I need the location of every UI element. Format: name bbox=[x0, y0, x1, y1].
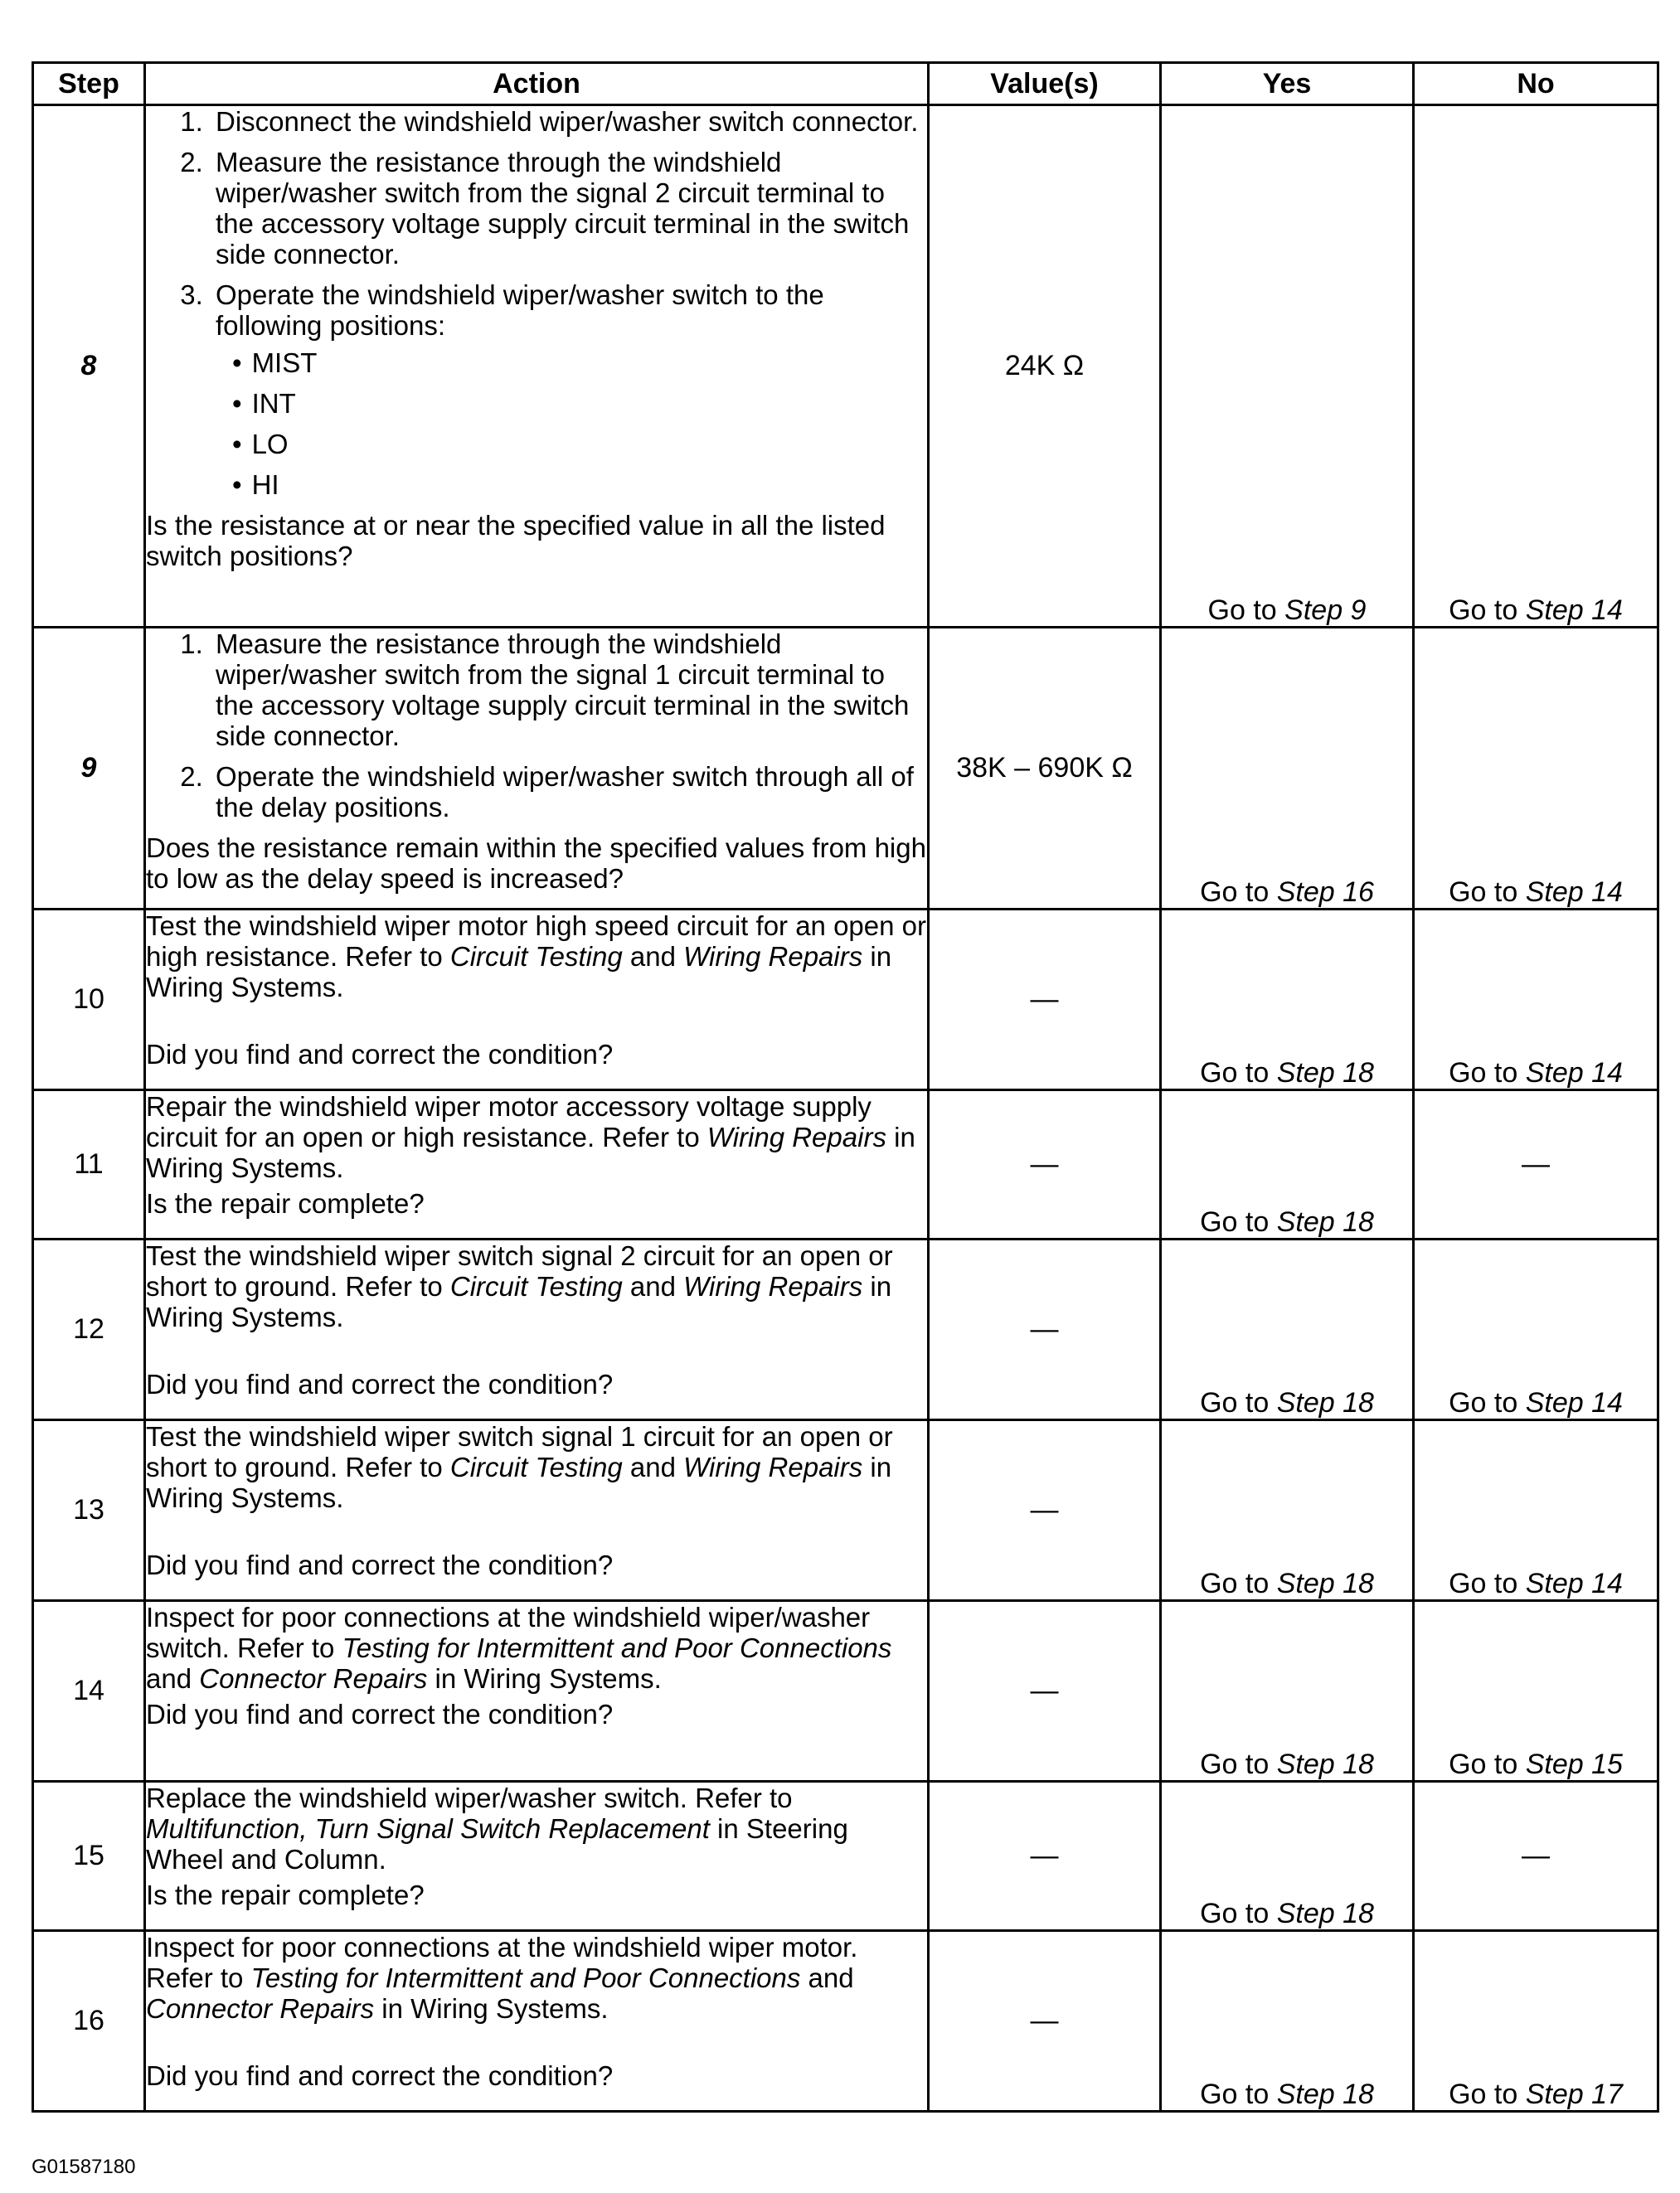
header-yes: Yes bbox=[1161, 63, 1414, 105]
yes-cell bbox=[1161, 1420, 1414, 1601]
action-step-text: Operate the windshield wiper/washer switch to the following positions: bbox=[216, 279, 824, 341]
action-cell bbox=[145, 1782, 929, 1931]
go-to-label: Go to bbox=[1449, 1749, 1518, 1780]
yes-step-ref: Step 18 bbox=[1276, 1057, 1374, 1089]
action-text-part: Repair the windshield wiper motor accessory voltage supply circuit for an open or high resistance. Refer to bbox=[146, 1091, 872, 1152]
no-step-ref: Step 15 bbox=[1525, 1749, 1623, 1780]
action-text-part: in Wiring Systems. bbox=[146, 1452, 892, 1513]
action-text bbox=[146, 1091, 915, 1183]
yes-step-ref: Step 18 bbox=[1276, 1206, 1374, 1238]
yes-cell bbox=[1161, 1931, 1414, 2112]
action-text bbox=[146, 910, 926, 1002]
action-text-part: in Wiring Systems. bbox=[427, 1663, 662, 1694]
action-step: 1. Disconnect the windshield wiper/washer switch connector. bbox=[211, 106, 927, 137]
yes-step-ref: Step 18 bbox=[1276, 2079, 1374, 2110]
reference-link: Wiring Repairs bbox=[683, 941, 863, 972]
go-to-label: Go to bbox=[1449, 594, 1518, 626]
yes-cell bbox=[1161, 1782, 1414, 1931]
go-to-label: Go to bbox=[1449, 1057, 1518, 1089]
reference-link: Connector Repairs bbox=[146, 1993, 375, 2024]
action-cell bbox=[145, 1931, 929, 2112]
no-step-ref: Step 17 bbox=[1525, 2079, 1623, 2110]
table-row bbox=[33, 628, 1658, 910]
action-text-part: in Wiring Systems. bbox=[146, 1271, 892, 1332]
action-text bbox=[146, 1932, 857, 2024]
reference-link: Wiring Repairs bbox=[683, 1271, 863, 1302]
yes-step-ref: Step 18 bbox=[1276, 1568, 1374, 1599]
action-text-part: in Wiring Systems. bbox=[146, 941, 892, 1002]
table-row bbox=[33, 910, 1658, 1090]
action-question: Did you find and correct the condition? bbox=[146, 1550, 614, 1580]
step-number: 13 bbox=[33, 1420, 145, 1601]
action-text-part: Replace the windshield wiper/washer switch. Refer to bbox=[146, 1783, 793, 1813]
value-cell: — bbox=[929, 1420, 1161, 1601]
reference-link: Multifunction, Turn Signal Switch Replacement bbox=[146, 1813, 710, 1844]
list-item: • HI bbox=[232, 469, 927, 500]
action-step: 2. Operate the windshield wiper/washer switch through all of the delay positions. bbox=[211, 761, 927, 822]
step-number: 14 bbox=[33, 1601, 145, 1782]
no-step-ref: Step 14 bbox=[1525, 1387, 1623, 1419]
yes-step-ref: Step 18 bbox=[1276, 1387, 1374, 1419]
action-question: Did you find and correct the condition? bbox=[146, 1699, 614, 1730]
yes-cell bbox=[1161, 910, 1414, 1090]
value-cell: 38K – 690K Ω bbox=[929, 628, 1161, 910]
no-cell: — bbox=[1414, 1090, 1658, 1240]
reference-link: Testing for Intermittent and Poor Connections bbox=[250, 1963, 801, 1993]
no-cell bbox=[1414, 1420, 1658, 1601]
go-to-label: Go to bbox=[1449, 1387, 1518, 1419]
step-number: 11 bbox=[33, 1090, 145, 1240]
action-text bbox=[146, 1783, 848, 1875]
table-row bbox=[33, 1931, 1658, 2112]
yes-cell bbox=[1161, 105, 1414, 628]
reference-link: Connector Repairs bbox=[199, 1663, 428, 1694]
reference-link: Circuit Testing bbox=[449, 1452, 623, 1482]
action-text-part: and bbox=[146, 1663, 200, 1694]
action-question: Is the resistance at or near the specified value in all the listed switch positions? bbox=[146, 510, 886, 571]
value-cell: — bbox=[929, 1601, 1161, 1782]
go-to-label: Go to bbox=[1200, 1749, 1270, 1780]
go-to-label: Go to bbox=[1449, 2079, 1518, 2110]
yes-cell bbox=[1161, 1240, 1414, 1420]
step-number: 9 bbox=[33, 628, 145, 910]
go-to-label: Go to bbox=[1200, 1206, 1270, 1238]
action-cell bbox=[145, 1420, 929, 1601]
list-item: • INT bbox=[232, 388, 927, 419]
value-cell: — bbox=[929, 1931, 1161, 2112]
go-to-label: Go to bbox=[1449, 876, 1518, 908]
action-cell bbox=[145, 105, 929, 628]
action-text-part: in Wiring Systems. bbox=[374, 1993, 609, 2024]
go-to-label: Go to bbox=[1200, 1568, 1270, 1599]
action-cell bbox=[145, 910, 929, 1090]
table-row bbox=[33, 1090, 1658, 1240]
action-text-part: Inspect for poor connections at the windshield wiper motor. Refer to bbox=[146, 1932, 858, 1993]
no-cell bbox=[1414, 1240, 1658, 1420]
no-cell bbox=[1414, 628, 1658, 910]
action-text-part: Test the windshield wiper switch signal 2 circuit for an open or short to ground. Refer to bbox=[146, 1240, 893, 1302]
action-text bbox=[146, 1421, 893, 1513]
yes-cell bbox=[1161, 1601, 1414, 1782]
go-to-label: Go to bbox=[1200, 876, 1270, 908]
action-text-part: in Steering Wheel and Column. bbox=[146, 1813, 848, 1875]
header-no: No bbox=[1414, 63, 1658, 105]
go-to-label: Go to bbox=[1200, 1898, 1270, 1929]
value-cell: — bbox=[929, 910, 1161, 1090]
action-text-part: Test the windshield wiper switch signal 1 circuit for an open or short to ground. Refer to bbox=[146, 1421, 893, 1482]
yes-cell bbox=[1161, 1090, 1414, 1240]
action-step: 1. Measure the resistance through the windshield wiper/washer switch from the signal 1 circuit terminal to the accessory voltage supply circuit terminal in the switch side connector. bbox=[211, 628, 927, 751]
action-steps bbox=[146, 106, 927, 500]
action-cell bbox=[145, 1601, 929, 1782]
action-question: Is the repair complete? bbox=[146, 1188, 425, 1219]
list-item: • MIST bbox=[232, 347, 927, 378]
action-step bbox=[211, 279, 927, 500]
action-text-part: and bbox=[800, 1963, 854, 1993]
action-question: Does the resistance remain within the specified values from high to low as the delay speed is increased? bbox=[146, 832, 926, 894]
table-row bbox=[33, 1240, 1658, 1420]
action-text bbox=[146, 1602, 891, 1694]
action-question: Did you find and correct the condition? bbox=[146, 1369, 614, 1400]
value-cell: 24K Ω bbox=[929, 105, 1161, 628]
diagnostic-table-container bbox=[32, 61, 1657, 2113]
switch-positions bbox=[216, 347, 927, 500]
table-row bbox=[33, 105, 1658, 628]
yes-step-ref: Step 9 bbox=[1284, 594, 1367, 626]
action-text-part: Test the windshield wiper motor high speed circuit for an open or high resistance. Refer to bbox=[146, 910, 926, 972]
reference-link: Circuit Testing bbox=[449, 941, 623, 972]
go-to-label: Go to bbox=[1200, 2079, 1270, 2110]
no-step-ref: Step 14 bbox=[1525, 594, 1623, 626]
reference-link: Circuit Testing bbox=[449, 1271, 623, 1302]
reference-link: Testing for Intermittent and Poor Connections bbox=[342, 1633, 892, 1663]
yes-cell bbox=[1161, 628, 1414, 910]
list-item: • LO bbox=[232, 429, 927, 459]
no-cell: — bbox=[1414, 1782, 1658, 1931]
go-to-label: Go to bbox=[1200, 1387, 1270, 1419]
step-number: 15 bbox=[33, 1782, 145, 1931]
header-values: Value(s) bbox=[929, 63, 1161, 105]
figure-id: G01587180 bbox=[32, 2156, 136, 2178]
action-question: Is the repair complete? bbox=[146, 1880, 425, 1910]
value-cell: — bbox=[929, 1240, 1161, 1420]
action-question: Did you find and correct the condition? bbox=[146, 2060, 614, 2091]
header-action: Action bbox=[145, 63, 929, 105]
no-step-ref: Step 14 bbox=[1525, 876, 1623, 908]
table-row bbox=[33, 1782, 1658, 1931]
yes-step-ref: Step 16 bbox=[1276, 876, 1374, 908]
table-row bbox=[33, 1601, 1658, 1782]
reference-link: Wiring Repairs bbox=[683, 1452, 863, 1482]
action-steps bbox=[146, 628, 927, 822]
step-number: 10 bbox=[33, 910, 145, 1090]
go-to-label: Go to bbox=[1200, 1057, 1270, 1089]
action-text bbox=[146, 1240, 893, 1332]
yes-step-ref: Step 18 bbox=[1276, 1749, 1374, 1780]
header-row bbox=[33, 63, 1658, 105]
action-text-part: and bbox=[622, 941, 684, 972]
action-text-part: and bbox=[622, 1452, 684, 1482]
action-cell bbox=[145, 1240, 929, 1420]
no-step-ref: Step 14 bbox=[1525, 1057, 1623, 1089]
no-step-ref: Step 14 bbox=[1525, 1568, 1623, 1599]
no-cell bbox=[1414, 1601, 1658, 1782]
yes-step-ref: Step 18 bbox=[1276, 1898, 1374, 1929]
action-step: 2. Measure the resistance through the windshield wiper/washer switch from the signal 2 circuit terminal to the accessory voltage supply circuit terminal in the switch side connector. bbox=[211, 147, 927, 269]
step-number: 8 bbox=[33, 105, 145, 628]
action-text-part: and bbox=[622, 1271, 684, 1302]
action-question: Did you find and correct the condition? bbox=[146, 1039, 614, 1070]
header-step: Step bbox=[33, 63, 145, 105]
action-text-part: in Wiring Systems. bbox=[146, 1122, 915, 1183]
table-row bbox=[33, 1420, 1658, 1601]
go-to-label: Go to bbox=[1449, 1568, 1518, 1599]
step-number: 12 bbox=[33, 1240, 145, 1420]
no-cell bbox=[1414, 1931, 1658, 2112]
no-cell bbox=[1414, 910, 1658, 1090]
go-to-label: Go to bbox=[1207, 594, 1277, 626]
action-cell bbox=[145, 1090, 929, 1240]
value-cell: — bbox=[929, 1782, 1161, 1931]
action-text-part: Inspect for poor connections at the windshield wiper/washer switch. Refer to bbox=[146, 1602, 871, 1663]
value-cell: — bbox=[929, 1090, 1161, 1240]
step-number: 16 bbox=[33, 1931, 145, 2112]
diagnostic-table bbox=[32, 61, 1659, 2113]
reference-link: Wiring Repairs bbox=[706, 1122, 886, 1152]
no-cell bbox=[1414, 105, 1658, 628]
action-cell bbox=[145, 628, 929, 910]
